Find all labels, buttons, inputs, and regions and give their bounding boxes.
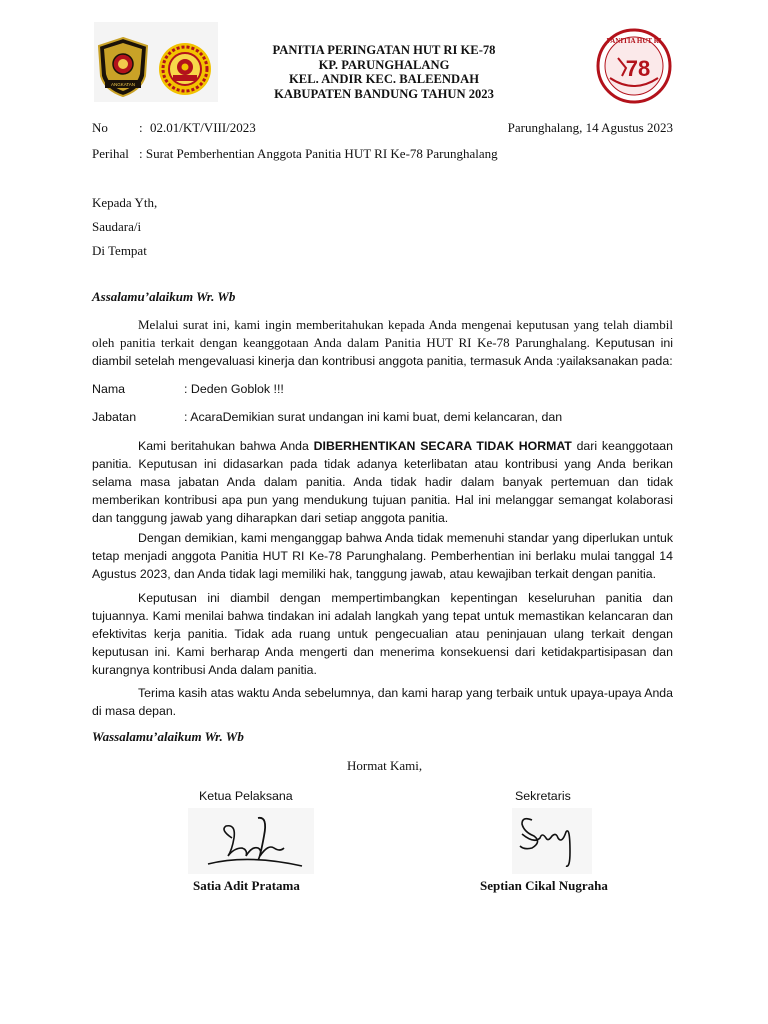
perihal-label: Perihal [92,146,129,161]
left-signature [188,808,314,874]
paragraph-2 [92,437,673,527]
closing-greeting: Wassalamu’alaikum Wr. Wb [92,729,244,744]
letterhead-line-1: PANITIA PERINGATAN HUT RI KE-78 [272,43,496,57]
nama-value: : Deden Goblok !!! [184,382,284,396]
paragraph-3: Dengan demikian, kami menganggap bahwa Anda tidak memenuhi standar yang diperlukan untuk tetap menjadi anggota Panitia HUT RI Ke-78 Parunghalang. Pemberhentian ini berlaku mulai tanggal 14 Agustus 2023, dan Anda tidak lagi memiliki hak, tanggung jawab, atau kewajiban terkait dengan panitia. [92,531,673,581]
greeting: Assalamu’alaikum Wr. Wb [92,289,236,304]
left-signer-name: Satia Adit Pratama [193,878,300,893]
jabatan-label: Jabatan [92,410,137,424]
left-signer-role: Ketua Pelaksana [199,789,293,803]
right-signer-role: Sekretaris [515,789,571,803]
paragraph-1 [92,316,673,370]
letterhead-line-2: KP. PARUNGHALANG [318,57,450,72]
recipient-line-3: Di Tempat [92,243,147,258]
paragraph-2-part-a: Kami beritahukan bahwa Anda [138,439,314,453]
right-signer-name: Septian Cikal Nugraha [480,878,608,893]
right-logo-number: 78 [625,56,651,81]
right-logo-text: PANITIA HUT RI [606,37,662,45]
paragraph-4: Keputusan ini diambil dengan mempertimbangkan kepentingan keseluruhan panitia dan tujuannya. Kami menilai bahwa tindakan ini adalah langkah yang tepat untuk memastikan kelancaran dan efektivitas kerja panitia. Tidak ada ruang untuk pengecualian atau peninjauan ulang terkait dengan keputusan ini. Kami berharap Anda mengerti dan menerima konsekuensi dari ketidakpartisipasan dan kurangnya kontribusi Anda dalam panitia. [92,591,673,677]
no-label: No [92,120,108,135]
left-signature-icon [188,808,314,874]
jabatan-value: : AcaraDemikian surat undangan ini kami buat, demi kelancaran, dan [184,410,563,424]
paragraph-5: Terima kasih atas waktu Anda sebelumnya, dan kami harap yang terbaik untuk upaya-upaya Anda di masa depan. [92,686,673,718]
perihal-value: : Surat Pemberhentian Anggota Panitia HUT RI Ke-78 Parunghalang [139,146,498,161]
letterhead [240,43,528,101]
letterhead-line-3: KEL. ANDIR KEC. BALEENDAH [289,72,479,86]
gear-logo-icon [158,42,212,96]
paragraph-2-part-b: dari keanggotaan panitia. Keputusan ini didasarkan pada tidak adanya keterlibatan atau kontribusi yang Anda berikan selama masa jabatan Anda dalam panitia. Anda tidak hadir dalam banyak pertemuan dan tidak memberikan kontribusi apa pun yang mendukung tujuan panitia. Hal ini melanggar semangat kolaborasi dan tanggung jawab yang diharapkan dari setiap anggota panitia. [92,439,673,525]
shield-logo-icon [97,36,149,98]
hut-ri-78-logo-icon [596,28,672,104]
left-logos [94,22,218,102]
shield-logo-text: ANGKATAN [110,82,136,87]
recipient-line-1: Kepada Yth, [92,195,158,210]
hormat-kami: Hormat Kami, [347,758,423,773]
dismissal-statement: DIBERHENTIKAN SECARA TIDAK HORMAT [313,439,572,453]
no-separator: : [139,120,143,135]
recipient-line-2: Saudara/i [92,219,142,234]
paragraph-1-part-b: Keputusan ini diambil setelah mengevaluasi kinerja dan kontribusi anggota panitia, termasuk Anda :yailaksanakan pada: [92,336,673,368]
nama-label: Nama [92,382,126,396]
place-date: Parunghalang, 14 Agustus 2023 [507,120,673,135]
letterhead-line-4: KABUPATEN BANDUNG TAHUN 2023 [274,86,494,101]
right-signature-icon [512,808,592,874]
paragraph-1-part-a: Melalui surat ini, kami ingin memberitahukan kepada Anda mengenai keputusan yang telah diambil oleh panitia terkait dengan keanggotaan Anda dalam Panitia HUT RI Ke-78 Parunghalang. [92,317,673,350]
right-signature [512,808,592,874]
no-value: 02.01/KT/VIII/2023 [150,120,256,135]
